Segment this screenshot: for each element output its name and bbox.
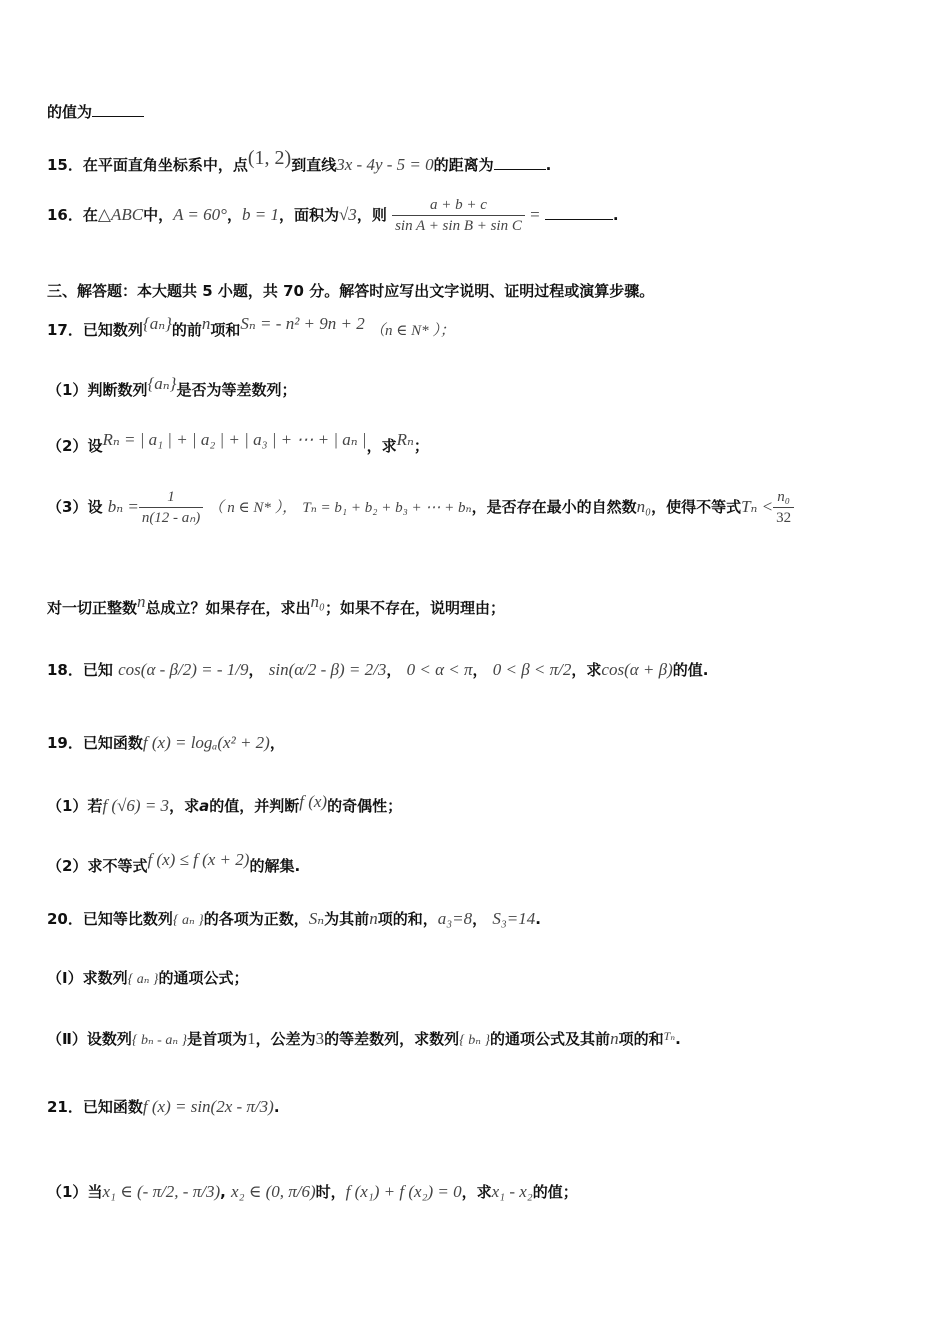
q16-denominator: sin A + sin B + sin C bbox=[395, 218, 522, 234]
q17-p3-text: 设 bbox=[87, 498, 103, 516]
q16-blank bbox=[545, 205, 613, 220]
q20-p1-t2: 的通项公式； bbox=[158, 969, 249, 987]
q19-p1-t1: 若 bbox=[87, 797, 103, 815]
answer-blank bbox=[92, 102, 144, 117]
q20-number: 20． bbox=[47, 910, 83, 928]
top-text: 的值为 bbox=[47, 103, 93, 121]
q17-part-1 bbox=[47, 374, 296, 400]
q17-p3-l2-n0: n₀ bbox=[310, 592, 325, 611]
q17-p3-n0: n₀ bbox=[636, 497, 652, 516]
q20-p2-n: n bbox=[610, 1029, 619, 1048]
q20-p2-sequence: { bₙ - aₙ } bbox=[131, 1033, 188, 1048]
q17-p3-l2-b: 总成立？如果存在，求出 bbox=[145, 599, 311, 617]
q19-p1-fx: f (x) bbox=[299, 792, 328, 811]
q16-number: 16． bbox=[47, 206, 83, 224]
q17-p3-condition: （ n ∈ N* ）， bbox=[208, 500, 298, 516]
q17-p2-end: ； bbox=[413, 437, 429, 455]
q19-text-1: 已知函数 bbox=[82, 734, 143, 752]
q21-function: f (x) = sin(2x - π/3) bbox=[142, 1097, 274, 1116]
q20-p1-label: （Ⅰ） bbox=[47, 969, 83, 987]
q17-text-3: 项和 bbox=[210, 321, 241, 339]
q21-p1-difference: x₁ - x₂ bbox=[491, 1182, 533, 1201]
q17-p1-sequence: {aₙ} bbox=[147, 374, 177, 393]
q20-sequence: { aₙ } bbox=[172, 913, 204, 928]
top-line bbox=[47, 102, 144, 122]
q20-p2-t1: 设数列 bbox=[86, 1030, 132, 1048]
q16-equals: = bbox=[530, 205, 540, 224]
q21-text-1: 已知函数 bbox=[82, 1098, 143, 1116]
q20-p2-label: （Ⅱ） bbox=[47, 1030, 87, 1048]
q17-p3-l2-n: n bbox=[137, 592, 146, 611]
q16-side-b: b = 1 bbox=[241, 205, 279, 224]
q19-p1-t3: 的值，并判断 bbox=[209, 797, 300, 815]
q17-p3-ineq-fraction bbox=[773, 487, 794, 528]
q20-p2-t4: 的等差数列，求数列 bbox=[324, 1030, 460, 1048]
q17-p3-l2-c: ；如果不存在，说明理由； bbox=[324, 599, 505, 617]
q19-p2-t1: 求不等式 bbox=[87, 857, 148, 875]
q19-part-2 bbox=[47, 850, 300, 876]
q17-p3-fraction bbox=[139, 487, 203, 528]
q17-p3-t-sum: Tₙ = b₁ + b₂ + b₃ + ⋯ + bₙ bbox=[302, 500, 472, 516]
section-3-heading: 三、解答题：本大题共 5 小题，共 70 分。解答时应写出文字说明、证明过程或演算步骤。 bbox=[47, 282, 655, 300]
q16-angle-a: A = 60° bbox=[173, 205, 227, 224]
q17-p3-frac-num: n₀ bbox=[773, 487, 794, 508]
q17-p3-label: （3） bbox=[47, 498, 88, 516]
q17-p2-r: Rₙ bbox=[396, 430, 414, 449]
q17-p2-label: （2） bbox=[47, 437, 88, 455]
question-16 bbox=[47, 194, 619, 236]
q21-p1-equation: f (x₁) + f (x₂) = 0 bbox=[345, 1182, 462, 1201]
q15-end: . bbox=[545, 156, 552, 174]
q18-range-beta: 0 < β < π/2 bbox=[492, 660, 572, 679]
q21-p1-x1-range: x₁ ∈ (- π/2, - π/3) bbox=[102, 1182, 221, 1201]
q21-p1-x2-range: x₂ ∈ (0, π/6) bbox=[231, 1182, 316, 1201]
q20-part-2 bbox=[47, 1026, 681, 1051]
q17-sum-formula: Sₙ = - n² + 9n + 2 bbox=[240, 314, 365, 333]
q19-p2-label: （2） bbox=[47, 857, 88, 875]
question-15 bbox=[47, 148, 551, 175]
q20-p2-difference: 3 bbox=[315, 1029, 325, 1048]
q17-text-2: 的前 bbox=[171, 321, 202, 339]
q16-text-3: ，面积为 bbox=[278, 206, 339, 224]
q20-p2-t6: 项的和 bbox=[618, 1030, 664, 1048]
q20-s3: S₃=14 bbox=[492, 909, 536, 928]
q17-p3-denominator: n(12 - aₙ) bbox=[141, 510, 201, 526]
q17-p3-frac-den: 32 bbox=[776, 510, 792, 526]
q16-area: √3 bbox=[338, 205, 357, 224]
q16-numerator: a + b + c bbox=[392, 195, 525, 216]
q18-text-1: 已知 bbox=[82, 661, 113, 679]
q17-p3-mid2: ，使得不等式 bbox=[651, 498, 742, 516]
q21-p1-t1: 当 bbox=[87, 1183, 103, 1201]
q19-p1-t2: ，求 bbox=[169, 797, 200, 815]
q20-p2-first-term: 1 bbox=[247, 1029, 256, 1048]
q20-p2-tn: Tₙ bbox=[663, 1029, 676, 1043]
q18-number: 18． bbox=[47, 661, 83, 679]
q20-end: . bbox=[535, 910, 541, 928]
q18-sin-expression: sin(α/2 - β) = 2/3 bbox=[268, 660, 387, 679]
q20-p2-t2: 是首项为 bbox=[187, 1030, 248, 1048]
q19-part-1 bbox=[47, 792, 402, 816]
q19-p2-inequality: f (x) ≤ f (x + 2) bbox=[147, 850, 250, 869]
q19-function: f (x) = logₐ(x² + 2) bbox=[142, 733, 270, 752]
q19-p1-t4: 的奇偶性； bbox=[327, 797, 403, 815]
q17-p2-mid: ，求 bbox=[366, 437, 397, 455]
question-18: 18．已知 cos(α - β/2) = - 1/9， sin(α/2 - β) = 2/3， 0 < α < π， 0 < β < π/2，求cos(α + β)的值. bbox=[47, 660, 709, 679]
q17-p3-b: bₙ = bbox=[107, 497, 139, 516]
q17-p3-mid: ，是否存在最小的自然数 bbox=[471, 498, 637, 516]
q17-p1-text: 判断数列 bbox=[87, 381, 148, 399]
q16-fraction bbox=[392, 195, 525, 236]
q21-p1-t2: 时， bbox=[315, 1183, 346, 1201]
q17-p3-numerator: 1 bbox=[139, 487, 203, 508]
q15-text-3: 的距离为 bbox=[433, 156, 494, 174]
q17-p3-l2-a: 对一切正整数 bbox=[47, 599, 138, 617]
q17-n: n bbox=[201, 314, 211, 333]
q18-end: 的值. bbox=[672, 661, 709, 679]
q20-p2-t3: ，公差为 bbox=[255, 1030, 316, 1048]
q17-p1-end: 是否为等差数列； bbox=[176, 381, 297, 399]
q17-p2-text: 设 bbox=[87, 437, 103, 455]
q19-p1-a: a bbox=[199, 797, 210, 815]
q21-part-1: （1）当x₁ ∈ (- π/2, - π/3), x₂ ∈ (0, π/6)时，f (x₁) + f (x₂) = 0，求x₁ - x₂的值； bbox=[47, 1182, 578, 1201]
q17-text-1: 已知数列 bbox=[82, 321, 143, 339]
q20-p1-sequence: { aₙ } bbox=[127, 972, 159, 987]
q17-part-3 bbox=[47, 486, 794, 529]
q20-text-1: 已知等比数列 bbox=[82, 910, 173, 928]
q15-line-equation: 3x - 4y - 5 = 0 bbox=[336, 155, 434, 174]
q20-text-2: 的各项为正数， bbox=[203, 910, 309, 928]
q19-p1-condition: f (√6) = 3 bbox=[102, 796, 170, 815]
q20-p2-end: . bbox=[675, 1030, 681, 1048]
q20-p2-sequence-b: { bₙ } bbox=[459, 1033, 491, 1048]
q21-end: . bbox=[273, 1098, 280, 1116]
q17-condition: （n ∈ N* ）； bbox=[369, 323, 455, 339]
question-20: 20．已知等比数列{ aₙ }的各项为正数，Sₙ为其前n项的和，a₃=8， S₃=14. bbox=[47, 909, 541, 928]
q21-p1-t3: ，求 bbox=[461, 1183, 492, 1201]
q20-n: n bbox=[369, 909, 378, 928]
q20-text-4: 项的和， bbox=[377, 910, 438, 928]
q17-part-3-line-2 bbox=[47, 592, 505, 618]
q16-comma: ， bbox=[226, 206, 242, 224]
q21-p1-t4: 的值； bbox=[532, 1183, 578, 1201]
q17-p3-inequality: Tₙ < bbox=[741, 497, 774, 516]
q16-end: . bbox=[612, 206, 619, 224]
q15-point: (1, 2) bbox=[247, 147, 292, 169]
q20-a3: a₃=8 bbox=[437, 909, 473, 928]
q21-p1-label: （1） bbox=[47, 1183, 88, 1201]
question-19 bbox=[47, 733, 285, 753]
q17-sequence: {aₙ} bbox=[142, 314, 172, 333]
q17-p1-label: （1） bbox=[47, 381, 88, 399]
q16-text-4: ，则 bbox=[356, 206, 387, 224]
q21-number: 21． bbox=[47, 1098, 83, 1116]
q17-number: 17． bbox=[47, 321, 83, 339]
q20-sn: Sₙ bbox=[308, 909, 325, 928]
q20-p1-t1: 求数列 bbox=[82, 969, 128, 987]
q18-text-2: ，求 bbox=[571, 661, 602, 679]
q15-number: 15． bbox=[47, 156, 83, 174]
q16-text-1: 在 bbox=[82, 206, 98, 224]
q17-part-2 bbox=[47, 430, 429, 456]
q15-blank bbox=[494, 155, 546, 170]
q20-text-3: 为其前 bbox=[324, 910, 370, 928]
q20-p2-t5: 的通项公式及其前 bbox=[490, 1030, 611, 1048]
q19-end: ， bbox=[269, 734, 285, 752]
q18-cos-expression: cos(α - β/2) = - 1/9 bbox=[118, 660, 249, 679]
q15-text-1: 在平面直角坐标系中，点 bbox=[82, 156, 248, 174]
q19-number: 19． bbox=[47, 734, 83, 752]
q16-text-2: 中， bbox=[143, 206, 174, 224]
q18-target: cos(α + β) bbox=[601, 660, 673, 679]
q16-triangle: △ABC bbox=[97, 205, 144, 224]
q18-range-alpha: 0 < α < π bbox=[406, 660, 473, 679]
question-21 bbox=[47, 1097, 280, 1117]
q19-p2-t2: 的解集. bbox=[249, 857, 301, 875]
q19-p1-label: （1） bbox=[47, 797, 88, 815]
q15-text-2: 到直线 bbox=[291, 156, 337, 174]
question-17 bbox=[47, 314, 455, 341]
q17-p2-expression: Rₙ = | a₁ | + | a₂ | + | a₃ | + ⋯ + | aₙ | bbox=[102, 430, 367, 449]
q20-part-1 bbox=[47, 968, 249, 990]
